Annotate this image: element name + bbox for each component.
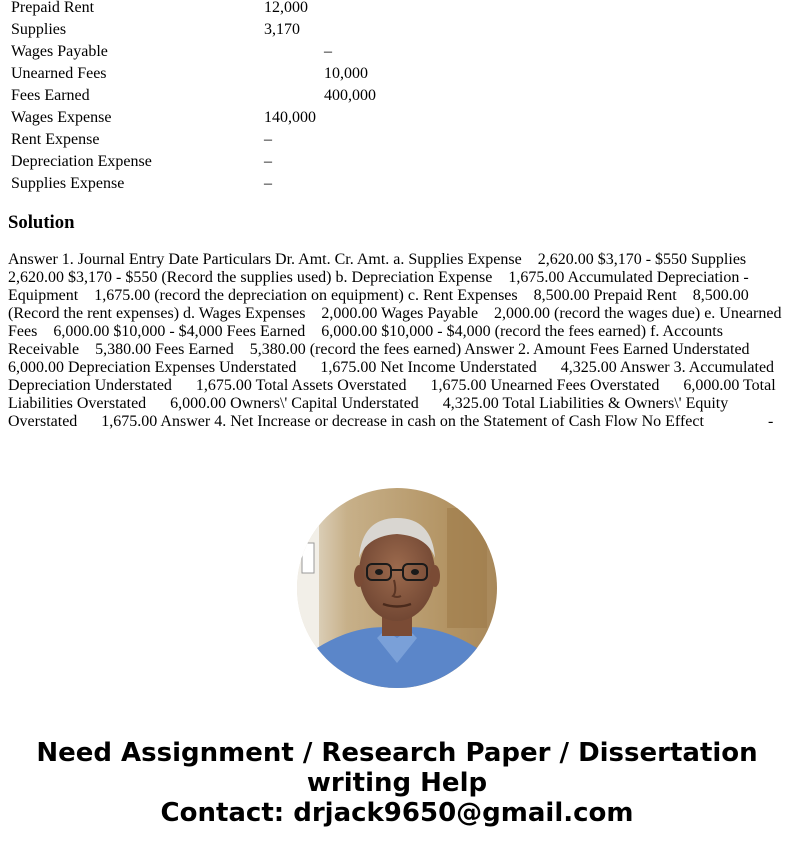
ledger-debit: – <box>264 153 272 170</box>
ledger-account: Supplies Expense <box>11 175 125 192</box>
promo-line-2: writing Help <box>306 768 488 798</box>
ledger-debit: – <box>264 131 272 148</box>
ledger-row <box>10 0 385 17</box>
ledger-credit <box>323 175 385 193</box>
promo-banner <box>0 738 794 828</box>
ledger-credit <box>323 153 385 171</box>
ledger-row <box>10 131 385 149</box>
ledger-row <box>10 153 385 171</box>
ledger-row <box>10 43 385 61</box>
ledger-row <box>10 175 385 193</box>
ledger-credit <box>323 131 385 149</box>
ledger-account: Unearned Fees <box>11 65 107 82</box>
ledger-account: Wages Expense <box>11 109 112 126</box>
promo-line-1: Need Assignment / Research Paper / Dissertation <box>36 738 758 768</box>
avatar-portrait-image <box>297 488 497 688</box>
ledger-debit: 12,000 <box>264 0 308 16</box>
ledger-row <box>10 21 385 39</box>
ledger-credit: 10,000 <box>324 65 368 82</box>
ledger-debit: 3,170 <box>264 21 300 38</box>
ledger-credit <box>323 109 385 127</box>
trial-balance-table <box>8 0 387 197</box>
ledger-debit <box>263 87 321 105</box>
ledger-account: Depreciation Expense <box>11 153 152 170</box>
ledger-debit: – <box>264 175 272 192</box>
ledger-credit: – <box>324 43 332 60</box>
solution-text: Answer 1. Journal Entry Date Particulars Dr. Amt. Cr. Amt. a. Supplies Expense 2,620.00 $3,170 - $550 Supplies 2,620.00 $3,170 - $550 (Record the supplies used) b. Depreciation Expense 1,675.00 Accumulated Depreciation - Equipment 1,675.00 (record the depreciation on equipment) c. Rent Expenses 8,500.00 Prepaid Rent 8,500.00 (Record the rent expenses) d. Wages Expenses 2,000.00 Wages Payable 2,000.00 (record the wages due) e. Unearned Fees 6,000.00 $10,000 - $4,000 Fees Earned 6,000.00 $10,000 - $4,000 (record the fees earned) f. Accounts Receivable 5,380.00 Fees Earned 5,380.00 (record the fees earned) Answer 2. Amount Fees Earned Understated 6,000.00 Depreciation Expenses Understated 1,675.00 Net Income Understated 4,325.00 Answer 3. Accumulated Depreciation Understated 1,675.00 Total Assets Overstated 1,675.00 Unearned Fees Overstated 6,000.00 Total Liabilities Overstated 6,000.00 Owners\' Capital Understated 4,325.00 Total Liabilities & Owners\' Equity Overstated 1,675.00 Answer 4. Net Increase or decrease in cash on the Statement of Cash Flow No Effect - <box>8 251 786 430</box>
ledger-account: Fees Earned <box>11 87 90 104</box>
ledger-debit <box>263 43 321 61</box>
ledger-account: Rent Expense <box>11 131 100 148</box>
trial-balance-body <box>10 0 385 193</box>
ledger-debit: 140,000 <box>264 109 316 126</box>
ledger-account: Supplies <box>11 21 67 38</box>
promo-contact: Contact: drjack9650@gmail.com <box>160 798 634 828</box>
ledger-debit <box>263 65 321 83</box>
ledger-account: Wages Payable <box>11 43 108 60</box>
ledger-row <box>10 65 385 83</box>
ledger-row <box>10 87 385 105</box>
author-avatar <box>297 488 497 688</box>
ledger-row <box>10 109 385 127</box>
ledger-credit: 400,000 <box>324 87 376 104</box>
ledger-credit <box>323 0 385 17</box>
solution-heading: Solution <box>8 212 75 233</box>
ledger-credit <box>323 21 385 39</box>
ledger-account: Prepaid Rent <box>11 0 95 16</box>
